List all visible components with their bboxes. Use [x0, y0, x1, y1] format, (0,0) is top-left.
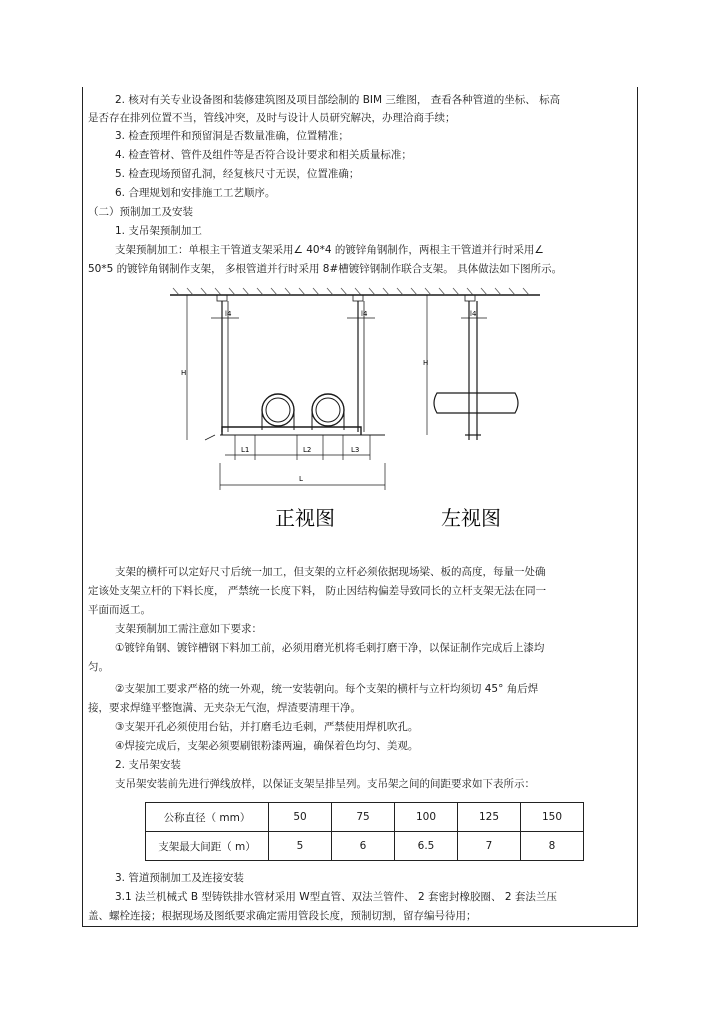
requirement-3: ③支架开孔必须使用台钻，并打磨毛边毛刺，严禁使用焊机吹孔。 [115, 721, 419, 733]
subsection-1: 1. 支吊架预制加工 [115, 225, 202, 237]
text-line-4: 4. 检查管材、管件及组件等是否符合设计要求和相关质量标准； [115, 149, 412, 161]
dim-l3: L3 [351, 446, 360, 454]
requirement-1a: ①镀锌角钢、镀锌槽钢下料加工前，必须用磨光机将毛刺打磨干净，以保证制作完成后上漆均 [115, 642, 545, 654]
table-row-label: 支架最大间距（ m） [146, 832, 269, 861]
table-cell: 6 [332, 832, 395, 861]
table-cell: 50 [269, 803, 332, 832]
table-cell: 8 [521, 832, 584, 861]
section-heading-2: （二）预制加工及安装 [88, 206, 193, 218]
paragraph-2c: 平面而返工。 [88, 604, 151, 616]
dim-h-front: H [181, 369, 187, 377]
table-cell: 7 [458, 832, 521, 861]
text-line-5: 5. 检查现场预留孔洞，经复核尺寸无误，位置准确； [115, 168, 360, 180]
text-line-6: 6. 合理规划和安排施工工艺顺序。 [115, 187, 276, 199]
paragraph-2b: 定该处支架立杆的下料长度， 严禁统一长度下料， 防止因结构偏差导致同长的立杆支架无法在同一 [88, 585, 547, 597]
paragraph-5a: 3.1 法兰机械式 B 型铸铁排水管材采用 W型直管、双法兰管件、 2 套密封橡胶圈、 2 套法兰压 [115, 891, 557, 903]
table-cell: 75 [332, 803, 395, 832]
support-spacing-table [145, 802, 584, 861]
table-cell: 6.5 [395, 832, 458, 861]
subsection-2: 2. 支吊架安装 [115, 759, 181, 771]
requirement-2a: ②支架加工要求严格的统一外观，统一安装朝向。每个支架的横杆与立杆均须切 45° 角后焊 [115, 683, 539, 695]
paragraph-4: 支吊架安装前先进行弹线放样，以保证支架呈排呈列。支吊架之间的间距要求如下表所示： [115, 778, 535, 790]
paragraph-1b: 50*5 的镀锌角钢制作支架， 多根管道并行时采用 8#槽镀锌钢制作联合支架。 具体做法如下图所示。 [88, 263, 563, 275]
dim-l2: L2 [303, 446, 312, 454]
paragraph-1a: 支架预制加工：单根主干管道支架采用∠ 40*4 的镀锌角钢制作，两根主干管道并行时采用∠ [115, 244, 544, 256]
table-row [146, 803, 584, 832]
table-cell: 100 [395, 803, 458, 832]
table-cell: 5 [269, 832, 332, 861]
dim-l4-side: l4 [470, 310, 477, 318]
dim-h-side: H [423, 359, 429, 367]
text-line-3: 3. 检查预埋件和预留洞是否数量准确，位置精准； [115, 130, 349, 142]
text-line-2: 2. 核对有关专业设备图和装修建筑图及项目部绘制的 BIM 三维图， 查看各种管道的坐标、 标高 [115, 94, 561, 106]
paragraph-2a: 支架的横杆可以定好尺寸后统一加工，但支架的立杆必须依据现场梁、板的高度，每量一处确 [115, 566, 546, 578]
dim-l4-left: l4 [225, 310, 232, 318]
dim-l: L [299, 475, 303, 483]
table-row-label: 公称直径（ mm） [146, 803, 269, 832]
table-cell: 125 [458, 803, 521, 832]
caption-side-view: 左视图 [441, 506, 501, 530]
paragraph-3: 支架预制加工需注意如下要求： [115, 623, 262, 635]
caption-front-view: 正视图 [275, 506, 335, 530]
requirement-1b: 匀。 [88, 661, 109, 673]
text-line-2-cont: 是否存在排列位置不当，管线冲突，及时与设计人员研究解决，办理洽商手续； [88, 112, 456, 124]
table-cell: 150 [521, 803, 584, 832]
table-row [146, 832, 584, 861]
dim-l4-right: l4 [361, 310, 368, 318]
support-diagram [165, 285, 545, 545]
subsection-3: 3. 管道预制加工及连接安装 [115, 872, 244, 884]
dim-l1: L1 [241, 446, 250, 454]
requirement-2b: 接，要求焊缝平整饱满、无夹杂无气泡，焊渣要清理干净。 [88, 702, 361, 714]
requirement-4: ④焊接完成后，支架必须要刷银粉漆两遍，确保着色均匀、美观。 [115, 740, 419, 752]
paragraph-5b: 盖、螺栓连接；根据现场及图纸要求确定需用管段长度，预制切割，留存编号待用； [88, 910, 477, 922]
